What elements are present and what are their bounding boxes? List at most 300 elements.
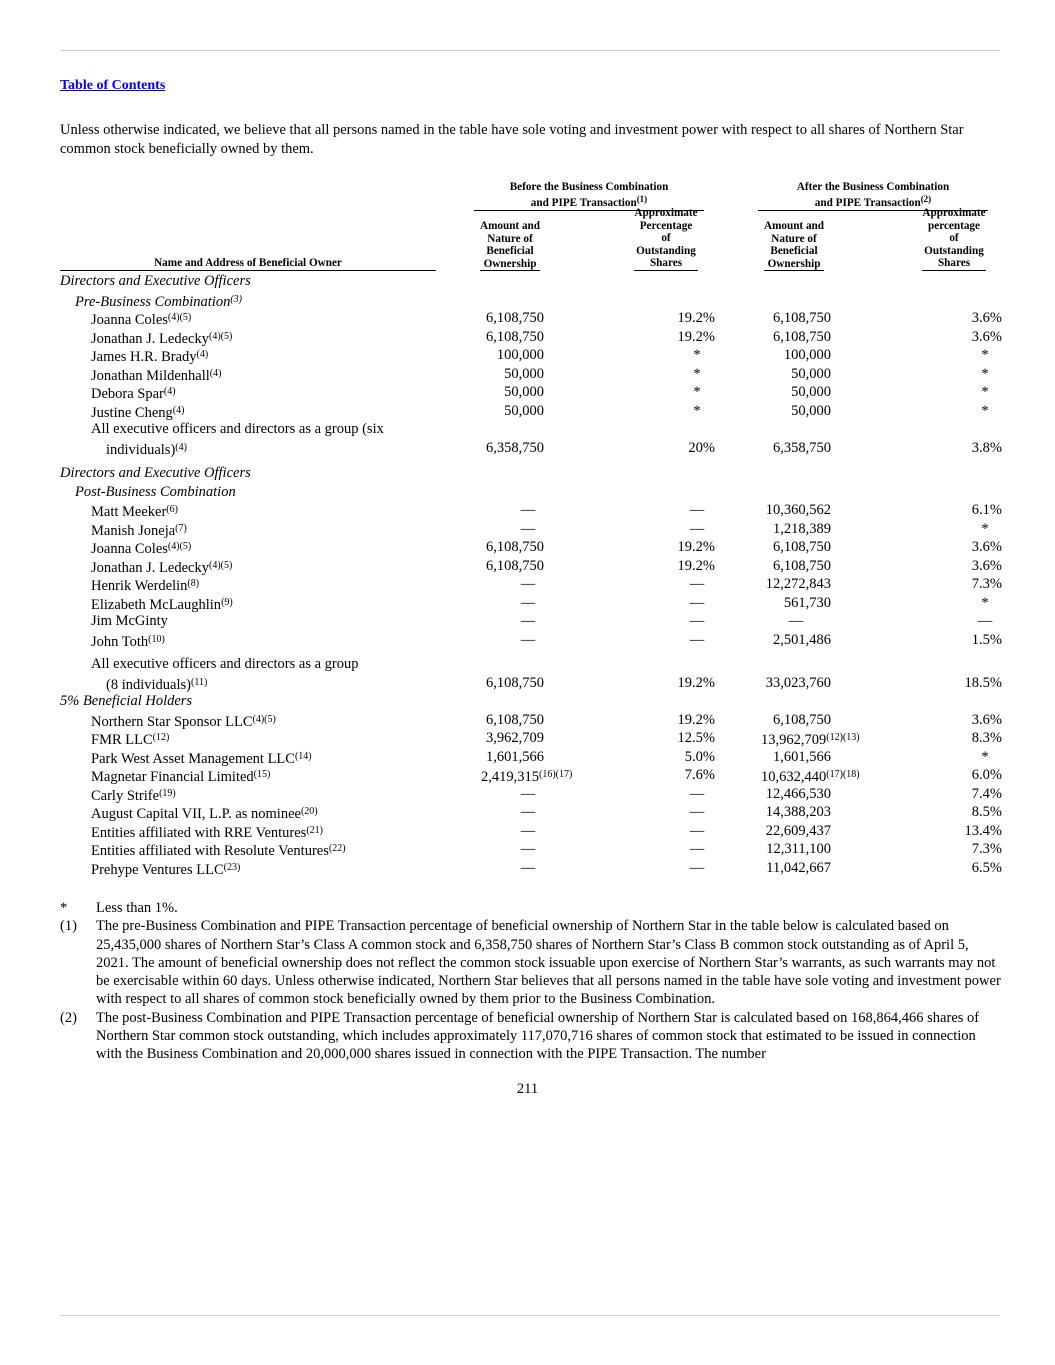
amount-before — [483, 822, 573, 840]
pct-before-value: * — [693, 365, 701, 382]
amount-after-value: 12,311,100 — [766, 841, 831, 857]
row-name — [91, 520, 187, 540]
row-name — [91, 402, 184, 422]
row-name-text: Entities affiliated with Resolute Ventures — [91, 843, 329, 859]
amount-before-value: — — [520, 859, 536, 876]
amount-before-value: — — [520, 822, 536, 839]
pct-before-value: 20% — [688, 439, 715, 456]
amount-before — [486, 711, 544, 729]
pct-after-value: 7.4% — [971, 785, 1002, 802]
pct-after-value: 6.0% — [971, 767, 1002, 783]
footnote-mark: * — [60, 900, 68, 916]
amount-before-value: — — [520, 804, 536, 820]
row-name-text: Jonathan J. Ledecky — [91, 559, 209, 576]
pct-before — [652, 612, 742, 630]
amount-before — [483, 612, 573, 630]
row-name-text: John Toth — [91, 633, 149, 650]
amount-before-value: 1,601,566 — [486, 748, 544, 765]
row-name — [91, 785, 176, 805]
pct-after — [862, 766, 1002, 784]
pct-after — [940, 748, 1030, 766]
row-name — [91, 309, 191, 329]
amount-after — [773, 439, 831, 457]
pct-after — [862, 803, 1002, 821]
pct-after — [862, 501, 1002, 519]
amount-before-value: 50,000 — [504, 365, 544, 382]
section-label — [60, 692, 192, 710]
pct-before — [652, 520, 742, 538]
page-number: 211 — [516, 1081, 539, 1097]
amount-after-value: 6,108,750 — [773, 557, 831, 574]
pct-after-value: — — [977, 613, 993, 629]
amount-after — [784, 594, 831, 612]
row-name — [91, 538, 191, 558]
pct-before — [652, 840, 742, 858]
amount-before — [504, 402, 544, 420]
pct-after — [862, 328, 1002, 346]
top-divider — [60, 50, 1000, 51]
footnote-text: Less than 1%. — [96, 900, 178, 916]
pct-after — [940, 346, 1030, 364]
pct-after-value: 7.3% — [971, 576, 1002, 592]
row-name-text: Justine Cheng — [91, 404, 173, 421]
section-label — [75, 483, 236, 501]
row-name — [91, 859, 240, 879]
amount-after-value: 13,962,709 — [761, 732, 827, 748]
pct-after — [862, 711, 1002, 729]
row-name — [91, 328, 232, 348]
footnote-ref: (10) — [148, 633, 165, 645]
pct-after-value: 3.8% — [971, 439, 1002, 456]
pct-before — [575, 309, 715, 327]
row-name — [91, 748, 312, 768]
pct-after — [862, 840, 1002, 858]
amount-after — [761, 766, 860, 786]
amount-after-value: 6,108,750 — [773, 539, 831, 555]
amount-after-value: 22,609,437 — [765, 822, 831, 839]
amount-after — [773, 309, 831, 327]
footnote-ref: (12)(13) — [826, 732, 860, 743]
row-name — [91, 766, 270, 786]
pct-after — [862, 822, 1002, 840]
pct-after-value: 3.6% — [971, 711, 1002, 728]
row-name — [106, 674, 207, 694]
pct-after — [862, 674, 1002, 692]
amount-after-value: 100,000 — [783, 347, 831, 363]
amount-after — [766, 822, 831, 840]
amount-before-value: 6,108,750 — [486, 328, 544, 345]
footnote-ref: (22) — [328, 843, 346, 854]
pct-before-value: — — [689, 631, 705, 648]
pct-after-value: 8.3% — [971, 730, 1002, 746]
pct-after-value: 8.5% — [971, 804, 1002, 820]
footnote-ref: (4)(5) — [208, 330, 233, 342]
pct-after — [940, 520, 1030, 538]
pct-before — [652, 822, 742, 840]
pct-after — [862, 575, 1002, 593]
group-header-before-line1: Before the Business Combination — [509, 181, 669, 193]
amount-after-value: 50,000 — [791, 384, 831, 400]
pct-after — [862, 557, 1002, 575]
amount-before-value: — — [520, 594, 536, 611]
amount-after-value: 10,360,562 — [765, 502, 831, 518]
pct-after-value: * — [981, 384, 989, 400]
row-name-text: Debora Spar — [91, 386, 164, 402]
section-label — [75, 291, 242, 311]
pct-after-value: * — [981, 748, 989, 765]
footnote-ref: (20) — [300, 806, 318, 817]
footnote-ref: (17)(18) — [826, 769, 860, 780]
pct-after-value: * — [981, 402, 989, 419]
pct-before — [575, 729, 715, 747]
amount-before — [504, 383, 544, 401]
amount-before — [486, 328, 544, 346]
amount-after — [791, 383, 831, 401]
amount-before — [483, 575, 573, 593]
row-name-text: Directors and Executive Officers — [60, 465, 251, 481]
footnote-ref: (9) — [221, 596, 233, 608]
pct-after — [862, 859, 1002, 877]
col-header-pct-before: Approximate Percentage of Outstanding Shares — [634, 207, 698, 270]
row-name — [91, 365, 221, 385]
row-name-text: Directors and Executive Officers — [60, 273, 251, 289]
pct-before-value: 19.2% — [677, 328, 715, 345]
pct-before-value: 19.2% — [677, 310, 715, 326]
row-name — [91, 594, 233, 614]
pct-after — [862, 631, 1002, 649]
amount-after-value: 1,218,389 — [773, 520, 831, 537]
row-name — [91, 840, 346, 860]
pct-before-value: — — [689, 613, 705, 629]
pct-before — [652, 631, 742, 649]
footnote-ref: (16)(17) — [539, 769, 573, 780]
pct-before — [575, 439, 715, 457]
pct-before — [652, 594, 742, 612]
pct-before-value: — — [689, 804, 705, 820]
footnote-ref: (4) — [172, 404, 185, 416]
amount-after — [773, 631, 831, 649]
pct-before-value: 5.0% — [684, 748, 715, 765]
section-label — [60, 464, 251, 482]
amount-after — [773, 748, 831, 766]
amount-before — [483, 840, 573, 858]
footnote-ref: (7) — [175, 522, 187, 534]
pct-after-value: 3.6% — [971, 539, 1002, 555]
pct-after-value: * — [981, 347, 989, 363]
amount-before-value: — — [520, 613, 536, 629]
row-name-text: Matt Meeker — [91, 504, 167, 520]
amount-after-value: 12,272,843 — [765, 576, 831, 592]
amount-before — [504, 365, 544, 383]
group-header-before-line2: and PIPE Transaction$^{(1)}$ — [530, 194, 648, 209]
footnote-ref: (4) — [163, 386, 176, 397]
pct-before — [652, 859, 742, 877]
row-name-text: Magnetar Financial Limited — [91, 769, 254, 785]
row-name-text: Manish Joneja — [91, 522, 176, 539]
row-name-text: individuals) — [106, 441, 176, 458]
pct-after — [940, 383, 1030, 401]
pct-after — [862, 538, 1002, 556]
amount-before-value: — — [520, 841, 536, 857]
row-name — [91, 557, 232, 577]
amount-after-value: 50,000 — [791, 402, 831, 419]
amount-before — [483, 785, 573, 803]
amount-after — [751, 612, 841, 630]
row-name-text: Elizabeth McLaughlin — [91, 596, 222, 613]
pct-after-value: 18.5% — [964, 674, 1002, 691]
pct-before-value: 19.2% — [677, 711, 715, 728]
pct-before-value: — — [689, 594, 705, 611]
amount-before — [483, 501, 573, 519]
row-name-text: Joanna Coles — [91, 312, 168, 328]
amount-before-value: — — [520, 631, 536, 648]
pct-after-value: 13.4% — [964, 822, 1002, 839]
row-name-text: James H.R. Brady — [91, 349, 197, 365]
amount-after-value: 33,023,760 — [765, 674, 831, 691]
footnote-ref: (4) — [175, 441, 187, 453]
footnote-text: The post-Business Combination and PIPE Transaction percentage of beneficial ownership of Northern Star is calculated based on 168,864,466 shares of Northern Star common stock outstanding, which includes approximately 117,070,716 shares of common stock that estimated to be issued in connection with the Business Combination and 20,000,000 shares issued in connection with the PIPE Transaction. The number — [96, 1009, 980, 1063]
row-name — [91, 383, 176, 403]
pct-after — [862, 729, 1002, 747]
amount-after-value: 6,358,750 — [773, 439, 831, 456]
pct-after-value: * — [981, 520, 989, 537]
amount-after — [791, 365, 831, 383]
amount-after-value: 561,730 — [783, 594, 831, 611]
footnote-ref: (4)(5) — [167, 541, 192, 552]
row-name-text: Jim McGinty — [91, 613, 168, 629]
col-header-amount-before: Amount and Nature of Beneficial Ownership — [480, 220, 540, 270]
amount-before-value: — — [520, 502, 536, 518]
pct-before — [575, 328, 715, 346]
row-name-text: Jonathan Mildenhall — [91, 367, 210, 384]
amount-before — [483, 631, 573, 649]
amount-after — [773, 328, 831, 346]
amount-before — [481, 766, 572, 786]
pct-before — [652, 346, 742, 364]
row-name — [91, 346, 208, 366]
row-name-text: Henrik Werdelin — [91, 578, 188, 594]
group-header-after — [758, 181, 988, 209]
amount-before — [486, 538, 544, 556]
amount-before — [486, 748, 544, 766]
pct-after — [940, 612, 1030, 630]
amount-after-value: 14,388,203 — [765, 804, 831, 820]
pct-before-value: 19.2% — [677, 539, 715, 555]
pct-before-value: 12.5% — [677, 730, 715, 746]
footnote-ref: (6) — [166, 504, 178, 515]
footnote-ref: (3) — [230, 293, 243, 305]
pct-before-value: — — [689, 859, 705, 876]
amount-after — [766, 674, 831, 692]
row-name-text: Post-Business Combination — [75, 483, 236, 500]
pct-before-value: 19.2% — [677, 674, 715, 691]
pct-after — [862, 309, 1002, 327]
amount-after-value: 11,042,667 — [766, 859, 831, 876]
pct-before — [652, 803, 742, 821]
col-header-amount-after: Amount and Nature of Beneficial Ownership — [764, 220, 824, 270]
pct-after-value: * — [981, 365, 989, 382]
amount-before — [486, 729, 544, 747]
footnote-ref: (14) — [294, 750, 312, 762]
amount-before-value: 50,000 — [504, 402, 544, 419]
col-header-pct-after: Approximate percentage of Outstanding Shares — [922, 207, 986, 270]
amount-after — [784, 346, 831, 364]
pct-after — [862, 439, 1002, 457]
pct-after-value: 6.1% — [971, 502, 1002, 518]
row-name — [91, 501, 178, 521]
group-header-after-line1: After the Business Combination — [796, 181, 950, 193]
pct-after-value: * — [981, 594, 989, 611]
amount-after — [766, 840, 831, 858]
footnote-mark: (2) — [60, 1009, 77, 1026]
amount-before — [483, 859, 573, 877]
amount-before-value: 6,358,750 — [486, 439, 544, 456]
footnote-ref: (11) — [190, 676, 208, 688]
footnote-ref: (4)(5) — [167, 312, 192, 323]
bottom-divider — [60, 1315, 1000, 1316]
amount-before-value: — — [520, 785, 536, 802]
amount-after — [773, 557, 831, 575]
row-name-text: (8 individuals) — [106, 676, 191, 693]
row-name-text: Northern Star Sponsor LLC — [91, 713, 253, 730]
pct-before — [652, 402, 742, 420]
group-header-after-line2: and PIPE Transaction$^{(2)}$ — [814, 194, 932, 209]
row-name — [91, 631, 165, 651]
pct-after — [940, 594, 1030, 612]
pct-before-value: * — [693, 402, 701, 419]
amount-before-value: 6,108,750 — [486, 539, 544, 555]
row-name — [91, 612, 168, 630]
pct-before-value: 19.2% — [677, 557, 715, 574]
row-name-text: August Capital VII, L.P. as nominee — [91, 806, 301, 822]
pct-after-value: 7.3% — [971, 841, 1002, 857]
footnote-ref: (23) — [223, 861, 241, 873]
pct-before — [652, 575, 742, 593]
amount-before-value: 6,108,750 — [486, 557, 544, 574]
amount-after — [773, 538, 831, 556]
amount-before — [486, 674, 544, 692]
pct-before-value: — — [689, 502, 705, 518]
amount-after-value: 10,632,440 — [761, 769, 827, 785]
amount-before — [486, 309, 544, 327]
pct-before — [575, 711, 715, 729]
pct-before — [652, 383, 742, 401]
row-name-text: Carly Strife — [91, 787, 160, 804]
footnote-ref: (4) — [209, 367, 222, 379]
pct-before — [575, 538, 715, 556]
intro-paragraph: Unless otherwise indicated, we believe that all persons named in the table have sole voting and investment power with respect to all shares of Northern Star common stock beneficially owned by them. — [60, 122, 964, 157]
pct-before — [575, 748, 715, 766]
pct-after-value: 3.6% — [971, 557, 1002, 574]
table-of-contents-link[interactable]: Table of Contents — [60, 78, 166, 93]
pct-after-value: 3.6% — [971, 310, 1002, 326]
amount-after — [766, 575, 831, 593]
pct-before-value: — — [689, 841, 705, 857]
footnote-ref: (21) — [306, 824, 323, 836]
footnote-ref: (12) — [152, 732, 170, 743]
amount-before-value: — — [520, 576, 536, 592]
row-name — [91, 822, 323, 842]
pct-before-value: * — [693, 347, 701, 363]
pct-before — [652, 501, 742, 519]
row-name — [91, 711, 276, 731]
amount-before-value: 6,108,750 — [486, 711, 544, 728]
row-name-text: FMR LLC — [91, 732, 153, 748]
amount-after — [791, 402, 831, 420]
amount-before-value: 2,419,315 — [481, 769, 539, 785]
amount-after-value: 2,501,486 — [773, 631, 831, 648]
amount-after — [766, 785, 831, 803]
footnote-ref: (19) — [159, 787, 176, 799]
pct-before — [575, 674, 715, 692]
pct-before-value: — — [689, 785, 705, 802]
amount-before — [483, 594, 573, 612]
amount-before-value: 6,108,750 — [486, 310, 544, 326]
col-header-name: Name and Address of Beneficial Owner — [60, 257, 436, 271]
amount-before-value: 100,000 — [496, 347, 544, 363]
row-name-text: Jonathan J. Ledecky — [91, 330, 209, 347]
pct-before-value: * — [693, 384, 701, 400]
pct-before — [575, 557, 715, 575]
footnote-ref: (4) — [196, 349, 209, 360]
amount-after-value: 6,108,750 — [773, 711, 831, 728]
footnote-ref: (4)(5) — [208, 559, 233, 571]
pct-before-value: — — [689, 520, 705, 537]
pct-after — [940, 365, 1030, 383]
amount-before — [497, 346, 544, 364]
pct-before-value: — — [689, 822, 705, 839]
pct-before — [652, 785, 742, 803]
pct-before-value: — — [689, 576, 705, 592]
row-name: All executive officers and directors as a group — [91, 656, 359, 672]
footnote-text: The pre-Business Combination and PIPE Transaction percentage of beneficial ownership of Northern Star in the table below is calculated based on 25,435,000 shares of Northern Star’s Class A common stock and 6,358,750 shares of Northern Star’s Class B common stock outstanding as of April 5, 2021. The amount of beneficial ownership does not reflect the common stock issuable upon exercise of Northern Star’s warrants, as such warrants may not be exercisable within 60 days. Unless otherwise indicated, Northern Star believes that all persons named in the table have sole voting and investment power with respect to all shares of common stock beneficially owned by them prior to the Business Combination. — [96, 918, 1001, 1008]
amount-after — [761, 729, 860, 749]
row-name-text: Prehype Ventures LLC — [91, 861, 224, 878]
amount-before-value: 3,962,709 — [486, 730, 544, 746]
amount-after-value: 12,466,530 — [765, 785, 831, 802]
amount-after — [773, 711, 831, 729]
pct-before — [652, 365, 742, 383]
amount-after-value: 6,108,750 — [773, 310, 831, 326]
row-name — [91, 803, 318, 823]
section-label — [60, 272, 251, 290]
pct-after — [940, 402, 1030, 420]
row-name — [91, 575, 199, 595]
amount-before-value: — — [520, 520, 536, 537]
amount-after — [766, 501, 831, 519]
amount-after-value: 50,000 — [791, 365, 831, 382]
row-name-text: 5% Beneficial Holders — [60, 693, 193, 709]
row-name — [91, 729, 169, 749]
pct-after-value: 1.5% — [971, 631, 1002, 648]
row-name-text: Pre-Business Combination — [75, 293, 231, 310]
row-name-text: Entities affiliated with RRE Ventures — [91, 824, 307, 841]
row-name — [106, 439, 187, 459]
footnote-ref: (4)(5) — [252, 713, 276, 725]
amount-after — [773, 520, 831, 538]
amount-before-value: 6,108,750 — [486, 674, 544, 691]
pct-after — [862, 785, 1002, 803]
row-name-text: Park West Asset Management LLC — [91, 750, 295, 767]
amount-after-value: 1,601,566 — [773, 748, 831, 765]
amount-before — [486, 557, 544, 575]
row-name-text: Joanna Coles — [91, 541, 168, 557]
pct-after-value: 6.5% — [971, 859, 1002, 876]
pct-after-value: 3.6% — [971, 328, 1002, 345]
pct-before — [575, 766, 715, 784]
amount-after-value: 6,108,750 — [773, 328, 831, 345]
amount-before — [483, 803, 573, 821]
